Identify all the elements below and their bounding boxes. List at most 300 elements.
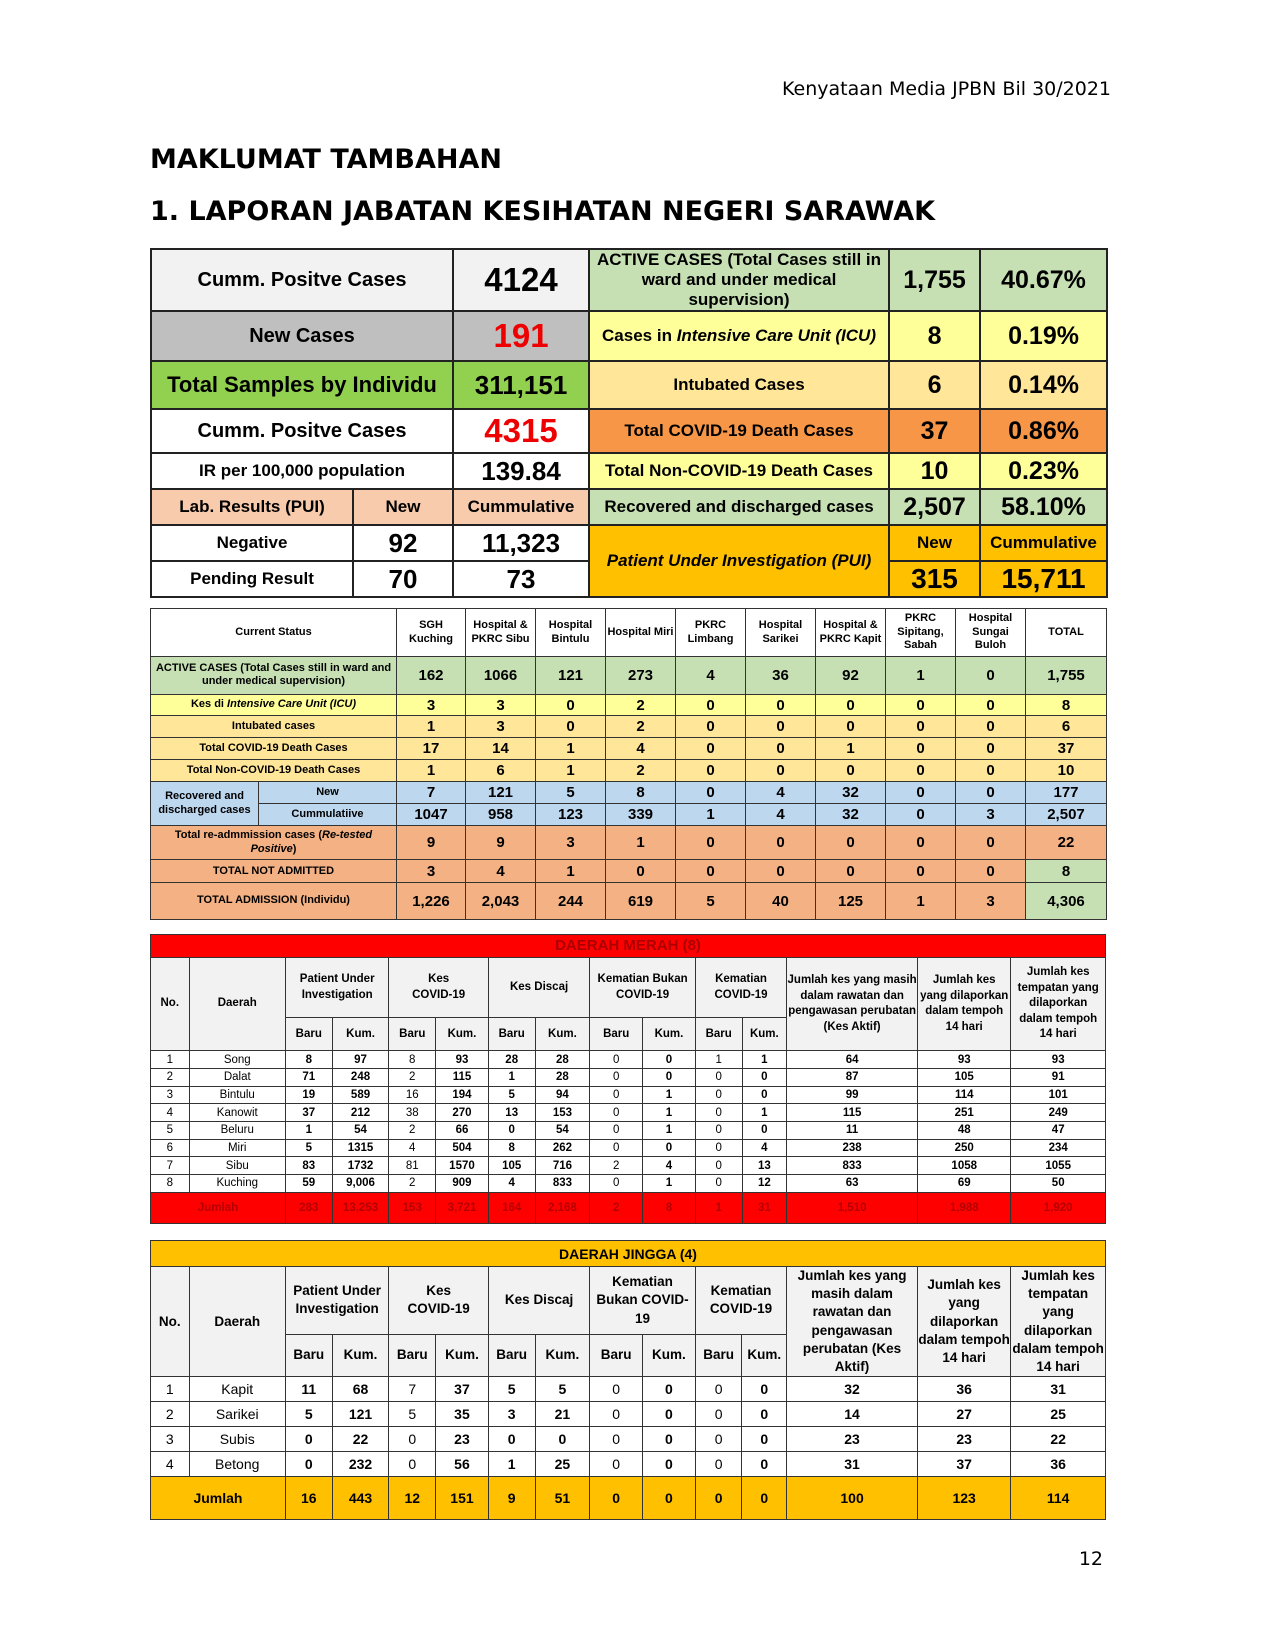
kum-header: Kum. — [535, 1018, 590, 1051]
cell: 0 — [695, 1451, 742, 1476]
cell: 40 — [746, 883, 816, 920]
jingga-sum-row — [151, 1476, 1106, 1519]
cell: 92 — [816, 657, 886, 695]
row-label: Total Non-COVID-19 Death Cases — [151, 760, 397, 782]
baru-header: Baru — [590, 1334, 643, 1376]
cell: 99 — [787, 1086, 918, 1104]
cell: 0 — [695, 1175, 742, 1193]
kum-header: Kum. — [436, 1018, 489, 1051]
cell: 0 — [816, 694, 886, 716]
covid-death-value: 37 — [889, 409, 980, 453]
col-header: TOTAL — [1026, 609, 1107, 657]
cell: 59 — [285, 1175, 332, 1193]
total-samples-value: 311,151 — [453, 361, 589, 409]
cell: 50 — [1011, 1175, 1106, 1193]
cell: 0 — [742, 1122, 787, 1140]
noncovid-death-value: 10 — [889, 453, 980, 489]
cell: 7 — [389, 1377, 436, 1402]
cell: 177 — [1026, 782, 1107, 804]
cell: 0 — [956, 657, 1026, 695]
sum-label: Jumlah — [151, 1476, 286, 1519]
tempatan-header: Jumlah kes tempatan yang dilaporkan dalam tempoh 14 hari — [1011, 957, 1106, 1051]
ir-value: 139.84 — [453, 453, 589, 489]
row-label: Total COVID-19 Death Cases — [151, 738, 397, 760]
col-header: Hospital Sarikei — [746, 609, 816, 657]
cell: 589 — [332, 1086, 389, 1104]
status-corner-header: Current Status — [151, 609, 397, 657]
cell: 0 — [590, 1086, 643, 1104]
cell: 31 — [742, 1192, 787, 1223]
cell: 1,226 — [397, 883, 466, 920]
cell: 105 — [918, 1069, 1011, 1087]
page-number: 12 — [1078, 1548, 1103, 1570]
lab-results-label: Lab. Results (PUI) — [151, 489, 353, 525]
cell: 114 — [1011, 1476, 1106, 1519]
cell: 4 — [466, 860, 536, 883]
cumm-positive-2-value: 4315 — [453, 409, 589, 453]
cell: 0 — [742, 1402, 787, 1427]
cell: 1 — [643, 1175, 696, 1193]
merah-body — [151, 1051, 1106, 1192]
cell: 6 — [466, 760, 536, 782]
cell: 0 — [746, 826, 816, 860]
table-row — [151, 1104, 1106, 1122]
cell: 36 — [918, 1377, 1011, 1402]
cell: 0 — [746, 716, 816, 738]
daerah-jingga-table — [150, 1240, 1106, 1520]
cell: 16 — [285, 1476, 332, 1519]
district-name: Subis — [189, 1426, 285, 1451]
cell: 8 — [389, 1051, 436, 1069]
cell: 1 — [606, 826, 676, 860]
cell: 0 — [536, 694, 606, 716]
cell: 121 — [466, 782, 536, 804]
row-number: 2 — [151, 1069, 190, 1087]
cell: 2 — [606, 716, 676, 738]
cell: 0 — [956, 760, 1026, 782]
cell: 4 — [746, 782, 816, 804]
pui-header: Patient Under Investigation — [285, 1267, 388, 1335]
cell: 16 — [389, 1086, 436, 1104]
cell: 68 — [332, 1377, 389, 1402]
cell: 2 — [389, 1175, 436, 1193]
cell: 2 — [590, 1192, 643, 1223]
baru-header: Baru — [695, 1334, 742, 1376]
cell: 0 — [676, 826, 746, 860]
total-samples-label: Total Samples by Individu — [151, 361, 453, 409]
district-name: Dalat — [189, 1069, 285, 1087]
cell: 1 — [742, 1104, 787, 1122]
intubated-pct: 0.14% — [980, 361, 1107, 409]
district-name: Kapit — [189, 1377, 285, 1402]
cell: 0 — [590, 1377, 643, 1402]
cell: 0 — [956, 716, 1026, 738]
cell: 1047 — [397, 804, 466, 826]
icu-cases-pct: 0.19% — [980, 311, 1107, 361]
daerah-jingga-title: DAERAH JINGGA (4) — [151, 1241, 1106, 1267]
district-name: Beluru — [189, 1122, 285, 1140]
cell: 833 — [535, 1175, 590, 1193]
table-row — [151, 1122, 1106, 1140]
cell: 0 — [676, 860, 746, 883]
cell: 234 — [1011, 1139, 1106, 1157]
row-label: ACTIVE CASES (Total Cases still in ward and under medical supervision) — [151, 657, 397, 695]
baru-header: Baru — [695, 1018, 742, 1051]
cell: 1,988 — [918, 1192, 1011, 1223]
baru-header: Baru — [488, 1018, 535, 1051]
cell: 36 — [746, 657, 816, 695]
cell: 114 — [918, 1086, 1011, 1104]
cell: 8 — [285, 1051, 332, 1069]
cell: 504 — [436, 1139, 489, 1157]
cell: 22 — [332, 1426, 389, 1451]
cell: 1315 — [332, 1139, 389, 1157]
cell: 3 — [956, 883, 1026, 920]
kematian-covid-header: Kematian COVID-19 — [695, 957, 786, 1017]
cell: 3 — [397, 860, 466, 883]
cell: 250 — [918, 1139, 1011, 1157]
cell: 339 — [606, 804, 676, 826]
cell: 0 — [488, 1122, 535, 1140]
cell: 32 — [787, 1377, 918, 1402]
cell: 262 — [535, 1139, 590, 1157]
cell: 1 — [676, 804, 746, 826]
district-name: Kuching — [189, 1175, 285, 1193]
cell: 9 — [397, 826, 466, 860]
district-name: Sarikei — [189, 1402, 285, 1427]
district-name: Bintulu — [189, 1086, 285, 1104]
cell: 23 — [436, 1426, 489, 1451]
cell: 38 — [389, 1104, 436, 1122]
table-row — [151, 1086, 1106, 1104]
col-header: PKRC Limbang — [676, 609, 746, 657]
table-row — [151, 1051, 1106, 1069]
cell: 0 — [488, 1426, 535, 1451]
cell: 5 — [536, 782, 606, 804]
recovered-label: Recovered and discharged cases — [589, 489, 889, 525]
cell: 273 — [606, 657, 676, 695]
cell: 21 — [535, 1402, 590, 1427]
cell: 0 — [389, 1451, 436, 1476]
kes-discaj-header: Kes Discaj — [488, 957, 589, 1017]
cell: 1 — [488, 1451, 535, 1476]
cell: 32 — [816, 782, 886, 804]
cell: 8 — [488, 1139, 535, 1157]
cell: 4 — [746, 804, 816, 826]
cell: 4 — [488, 1175, 535, 1193]
pending-cumm: 73 — [453, 561, 589, 597]
cell: 1 — [643, 1086, 696, 1104]
table-row — [151, 804, 1107, 826]
cell: 81 — [389, 1157, 436, 1175]
covid-death-pct: 0.86% — [980, 409, 1107, 453]
merah-sum-row — [151, 1192, 1106, 1223]
cell: 1 — [488, 1069, 535, 1087]
cell: 1732 — [332, 1157, 389, 1175]
cell: 1,510 — [787, 1192, 918, 1223]
row-label: Kes di Intensive Care Unit (ICU) — [151, 694, 397, 716]
cell: 270 — [436, 1104, 489, 1122]
table-row — [151, 782, 1107, 804]
cell: 0 — [590, 1069, 643, 1087]
pending-new: 70 — [353, 561, 453, 597]
row-number: 4 — [151, 1104, 190, 1122]
table-row — [151, 826, 1107, 860]
cell: 3 — [397, 694, 466, 716]
pending-label: Pending Result — [151, 561, 353, 597]
baru-header: Baru — [389, 1334, 436, 1376]
cell: 13 — [488, 1104, 535, 1122]
cell: 1 — [536, 860, 606, 883]
cell: 0 — [886, 860, 956, 883]
cell: 0 — [746, 760, 816, 782]
cell: 0 — [695, 1402, 742, 1427]
cell: 17 — [397, 738, 466, 760]
cell: 909 — [436, 1175, 489, 1193]
cell: 0 — [676, 716, 746, 738]
cell: 97 — [332, 1051, 389, 1069]
daerah-header: Daerah — [189, 957, 285, 1051]
recovered-value: 2,507 — [889, 489, 980, 525]
cell: 4,306 — [1026, 883, 1107, 920]
daerah-header: Daerah — [189, 1267, 285, 1377]
cell: 37 — [1026, 738, 1107, 760]
district-name: Kanowit — [189, 1104, 285, 1122]
table-row — [151, 1157, 1106, 1175]
kum-header: Kum. — [332, 1018, 389, 1051]
cell: 0 — [886, 782, 956, 804]
table-row — [151, 1139, 1106, 1157]
cell: 23 — [918, 1426, 1011, 1451]
cell: 51 — [535, 1476, 590, 1519]
noncovid-death-label: Total Non-COVID-19 Death Cases — [589, 453, 889, 489]
cell: 6 — [1026, 716, 1107, 738]
cell: 0 — [676, 782, 746, 804]
cell: 0 — [590, 1426, 643, 1451]
cell: 4 — [742, 1139, 787, 1157]
col-header: Hospital Miri — [606, 609, 676, 657]
table-row — [151, 716, 1107, 738]
cell: 63 — [787, 1175, 918, 1193]
dilaporkan-header: Jumlah kes yang dilaporkan dalam tempoh 14 hari — [918, 1267, 1011, 1377]
cell: 37 — [918, 1451, 1011, 1476]
cumm-positive-2-label: Cumm. Positve Cases — [151, 409, 453, 453]
table-row — [151, 738, 1107, 760]
row-label: Intubated cases — [151, 716, 397, 738]
cell: 0 — [285, 1426, 332, 1451]
cell: 0 — [816, 760, 886, 782]
cell: 194 — [436, 1086, 489, 1104]
pui-new-value: 315 — [889, 561, 980, 597]
cell: 0 — [643, 1402, 696, 1427]
row-number: 3 — [151, 1426, 190, 1451]
cell: 71 — [285, 1069, 332, 1087]
cell: 12 — [742, 1175, 787, 1193]
tempatan-header: Jumlah kes tempatan yang dilaporkan dalam tempoh 14 hari — [1011, 1267, 1106, 1377]
cell: 5 — [285, 1402, 332, 1427]
cell: 9 — [488, 1476, 535, 1519]
lab-cumm-header: Cummulative — [453, 489, 589, 525]
kum-header: Kum. — [332, 1334, 389, 1376]
cell: 0 — [816, 826, 886, 860]
cell: 1 — [886, 883, 956, 920]
summary-table — [150, 248, 1108, 598]
cell: 4 — [643, 1157, 696, 1175]
pui-label: Patient Under Investigation (PUI) — [589, 525, 889, 597]
kum-header: Kum. — [436, 1334, 489, 1376]
cell: 2 — [606, 760, 676, 782]
cell: 54 — [332, 1122, 389, 1140]
row-label: TOTAL ADMISSION (Individu) — [151, 883, 397, 920]
col-header: Hospital & PKRC Sibu — [466, 609, 536, 657]
page-title: MAKLUMAT TAMBAHAN — [150, 144, 502, 175]
negative-new: 92 — [353, 525, 453, 561]
cell: 123 — [536, 804, 606, 826]
cell: 1 — [397, 760, 466, 782]
cell: 69 — [918, 1175, 1011, 1193]
cell: 5 — [676, 883, 746, 920]
document-reference: Kenyataan Media JPBN Bil 30/2021 — [782, 78, 1111, 100]
row-label: New — [259, 782, 397, 804]
cell: 5 — [535, 1377, 590, 1402]
cell: 0 — [676, 760, 746, 782]
cell: 1066 — [466, 657, 536, 695]
baru-header: Baru — [285, 1018, 332, 1051]
cell: 2 — [389, 1069, 436, 1087]
cell: 0 — [742, 1377, 787, 1402]
cell: 0 — [956, 860, 1026, 883]
cell: 0 — [643, 1426, 696, 1451]
cell: 0 — [676, 738, 746, 760]
cell: 121 — [332, 1402, 389, 1427]
pui-cumm-value: 15,711 — [980, 561, 1107, 597]
new-cases-label: New Cases — [151, 311, 453, 361]
cell: 1,920 — [1011, 1192, 1106, 1223]
row-label: Cummulatiive — [259, 804, 397, 826]
cell: 0 — [695, 1086, 742, 1104]
cell: 36 — [1011, 1451, 1106, 1476]
row-number: 7 — [151, 1157, 190, 1175]
cell: 9,006 — [332, 1175, 389, 1193]
cell: 0 — [816, 860, 886, 883]
cell: 25 — [535, 1451, 590, 1476]
baru-header: Baru — [488, 1334, 535, 1376]
cell: 1 — [643, 1122, 696, 1140]
cell: 3 — [956, 804, 1026, 826]
pui-cumm-header: Cummulative — [980, 525, 1107, 561]
cell: 125 — [816, 883, 886, 920]
cell: 833 — [787, 1157, 918, 1175]
kum-header: Kum. — [535, 1334, 590, 1376]
cell: 35 — [436, 1402, 489, 1427]
cell: 1 — [695, 1051, 742, 1069]
cell: 2,043 — [466, 883, 536, 920]
cell: 27 — [918, 1402, 1011, 1427]
kematian-bukan-header: Kematian Bukan COVID-19 — [590, 1267, 696, 1335]
cell: 5 — [488, 1377, 535, 1402]
row-number: 1 — [151, 1377, 190, 1402]
row-number: 4 — [151, 1451, 190, 1476]
cell: 14 — [466, 738, 536, 760]
cell: 66 — [436, 1122, 489, 1140]
cell: 0 — [695, 1122, 742, 1140]
cell: 8 — [643, 1192, 696, 1223]
cell: 1 — [397, 716, 466, 738]
recovered-pct: 58.10% — [980, 489, 1107, 525]
section-title: 1. LAPORAN JABATAN KESIHATAN NEGERI SARAWAK — [150, 196, 936, 227]
cell: 0 — [590, 1451, 643, 1476]
cell: 32 — [816, 804, 886, 826]
cell: 0 — [535, 1426, 590, 1451]
cell: 0 — [956, 738, 1026, 760]
cell: 1058 — [918, 1157, 1011, 1175]
daerah-merah-title: DAERAH MERAH (8) — [151, 935, 1106, 958]
cell: 0 — [643, 1377, 696, 1402]
row-number: 5 — [151, 1122, 190, 1140]
row-label: TOTAL NOT ADMITTED — [151, 860, 397, 883]
covid-death-label: Total COVID-19 Death Cases — [589, 409, 889, 453]
col-header: Hospital Sungai Buloh — [956, 609, 1026, 657]
kum-header: Kum. — [643, 1018, 696, 1051]
cell: 251 — [918, 1104, 1011, 1122]
dilaporkan-header: Jumlah kes yang dilaporkan dalam tempoh 14 hari — [918, 957, 1011, 1051]
cell: 0 — [643, 1069, 696, 1087]
cell: 0 — [886, 716, 956, 738]
cell: 5 — [389, 1402, 436, 1427]
row-number: 8 — [151, 1175, 190, 1193]
cell: 3,721 — [436, 1192, 489, 1223]
cell: 0 — [742, 1476, 787, 1519]
cell: 12 — [389, 1476, 436, 1519]
cell: 54 — [535, 1122, 590, 1140]
table-row — [151, 1402, 1106, 1427]
cell: 4 — [389, 1139, 436, 1157]
cell: 0 — [389, 1426, 436, 1451]
recovered-group-label: Recovered and discharged cases — [151, 782, 259, 826]
kematian-bukan-header: Kematian Bukan COVID-19 — [590, 957, 696, 1017]
cell: 0 — [956, 782, 1026, 804]
col-header: PKRC Sipitang, Sabah — [886, 609, 956, 657]
active-cases-pct: 40.67% — [980, 249, 1107, 311]
cell: 212 — [332, 1104, 389, 1122]
cumm-positive-label: Cumm. Positve Cases — [151, 249, 453, 311]
cell: 0 — [695, 1139, 742, 1157]
cell: 1 — [536, 760, 606, 782]
table-row — [151, 1451, 1106, 1476]
cell: 2 — [606, 694, 676, 716]
row-label: Total re-admmission cases (Re-tested Positive) — [151, 826, 397, 860]
lab-new-header: New — [353, 489, 453, 525]
cell: 5 — [285, 1139, 332, 1157]
cell: 0 — [695, 1377, 742, 1402]
col-header: SGH Kuching — [397, 609, 466, 657]
cell: 0 — [956, 826, 1026, 860]
cell: 83 — [285, 1157, 332, 1175]
baru-header: Baru — [285, 1334, 332, 1376]
cell: 244 — [536, 883, 606, 920]
cell: 8 — [606, 782, 676, 804]
no-header: No. — [151, 1267, 190, 1377]
cell: 101 — [1011, 1086, 1106, 1104]
cell: 31 — [1011, 1377, 1106, 1402]
table-row — [151, 760, 1107, 782]
cell: 93 — [1011, 1051, 1106, 1069]
table-row — [151, 1175, 1106, 1193]
col-header: Hospital & PKRC Kapit — [816, 609, 886, 657]
cell: 151 — [436, 1476, 489, 1519]
icu-cases-label: Cases in Intensive Care Unit (ICU) — [589, 311, 889, 361]
cell: 9 — [466, 826, 536, 860]
